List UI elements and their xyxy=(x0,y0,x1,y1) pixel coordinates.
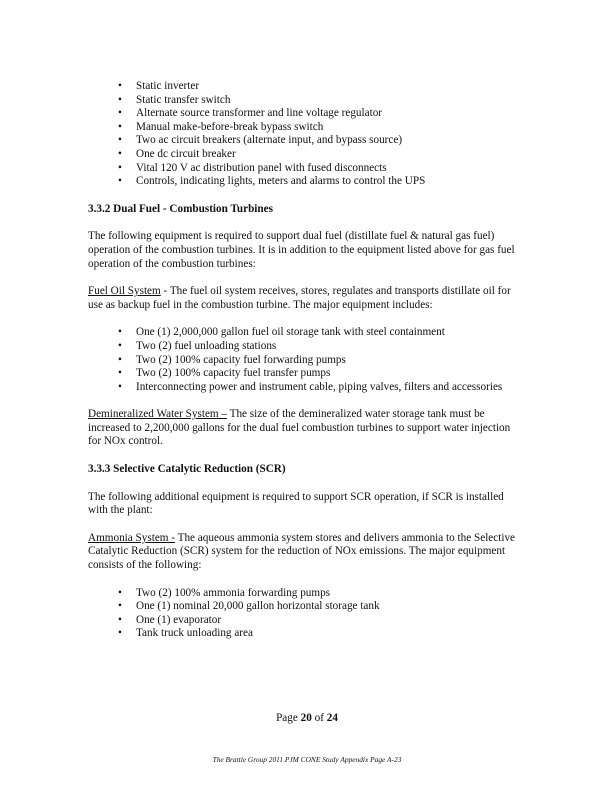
page-content xyxy=(88,80,538,641)
list-item: • Static transfer switch xyxy=(88,94,538,108)
page-current: 20 xyxy=(300,712,312,724)
list-item: • Two (2) 100% ammonia forwarding pumps xyxy=(88,587,538,601)
list-item: • Static inverter xyxy=(88,80,538,94)
text-line: consists of the following: xyxy=(88,559,202,572)
list-item: • Two (2) 100% capacity fuel transfer pumps xyxy=(88,367,538,381)
ammonia-equipment-list xyxy=(88,587,538,641)
fuel-oil-label: Fuel Oil System xyxy=(88,285,161,298)
list-item: • Interconnecting power and instrument cable, piping valves, filters and accessories xyxy=(88,381,538,395)
page-prefix: Page xyxy=(276,712,301,724)
list-item: • One (1) nominal 20,000 gallon horizontal storage tank xyxy=(88,600,538,614)
section-heading-scr: 3.3.3 Selective Catalytic Reduction (SCR) xyxy=(88,463,286,476)
text-line: The following additional equipment is required to support SCR operation, if SCR is installed xyxy=(88,490,504,503)
fuel-oil-equipment-list xyxy=(88,326,538,394)
list-item: • One (1) evaporator xyxy=(88,614,538,628)
list-item: • Manual make-before-break bypass switch xyxy=(88,121,538,135)
text-line: Catalytic Reduction (SCR) system for the reduction of NOx emissions. The major equipment xyxy=(88,545,506,558)
text-line: with the plant: xyxy=(88,504,153,517)
list-item: • Two ac circuit breakers (alternate input, and bypass source) xyxy=(88,134,538,148)
list-item: • Alternate source transformer and line voltage regulator xyxy=(88,107,538,121)
fuel-oil-paragraph xyxy=(88,285,538,312)
demin-water-label: Demineralized Water System – xyxy=(88,408,228,421)
list-item: • One (1) 2,000,000 gallon fuel oil storage tank with steel containment xyxy=(88,326,538,340)
text-line: - The fuel oil system receives, stores, regulates and transports distillate oil for xyxy=(160,285,511,298)
list-item: • Vital 120 V ac distribution panel with fused disconnects xyxy=(88,162,538,176)
footer-note: The Brattle Group 2011 PJM CONE Study Appendix Page A-23 xyxy=(212,755,402,764)
demin-water-paragraph xyxy=(88,408,538,449)
page-number xyxy=(0,712,614,724)
text-line: operation of the combustion turbines. It is in addition to the equipment listed above for gas fuel xyxy=(88,243,515,256)
dual-fuel-intro xyxy=(88,230,538,271)
text-line: operation of the combustion turbines: xyxy=(88,257,256,270)
page-of: of xyxy=(311,712,327,724)
text-line: for NOx control. xyxy=(88,435,163,448)
list-item: • One dc circuit breaker xyxy=(88,148,538,162)
ups-component-list xyxy=(88,80,538,189)
text-line: increased to 2,200,000 gallons for the dual fuel combustion turbines to support water injection xyxy=(88,421,511,434)
list-item: • Two (2) 100% capacity fuel forwarding pumps xyxy=(88,354,538,368)
section-heading-dual-fuel: 3.3.2 Dual Fuel - Combustion Turbines xyxy=(88,202,273,215)
ammonia-label: Ammonia System - xyxy=(88,531,176,544)
text-line: The following equipment is required to support dual fuel (distillate fuel & natural gas fuel) xyxy=(88,230,495,243)
list-item: • Controls, indicating lights, meters and alarms to control the UPS xyxy=(88,175,538,189)
text-line: use as backup fuel in the combustion turbine. The major equipment includes: xyxy=(88,298,433,311)
text-line: The size of the demineralized water storage tank must be xyxy=(227,408,485,421)
page-total: 24 xyxy=(326,712,338,724)
ammonia-paragraph xyxy=(88,532,538,573)
list-item: • Tank truck unloading area xyxy=(88,627,538,641)
text-line: The aqueous ammonia system stores and delivers ammonia to the Selective xyxy=(175,531,516,544)
scr-intro xyxy=(88,491,538,518)
list-item: • Two (2) fuel unloading stations xyxy=(88,340,538,354)
